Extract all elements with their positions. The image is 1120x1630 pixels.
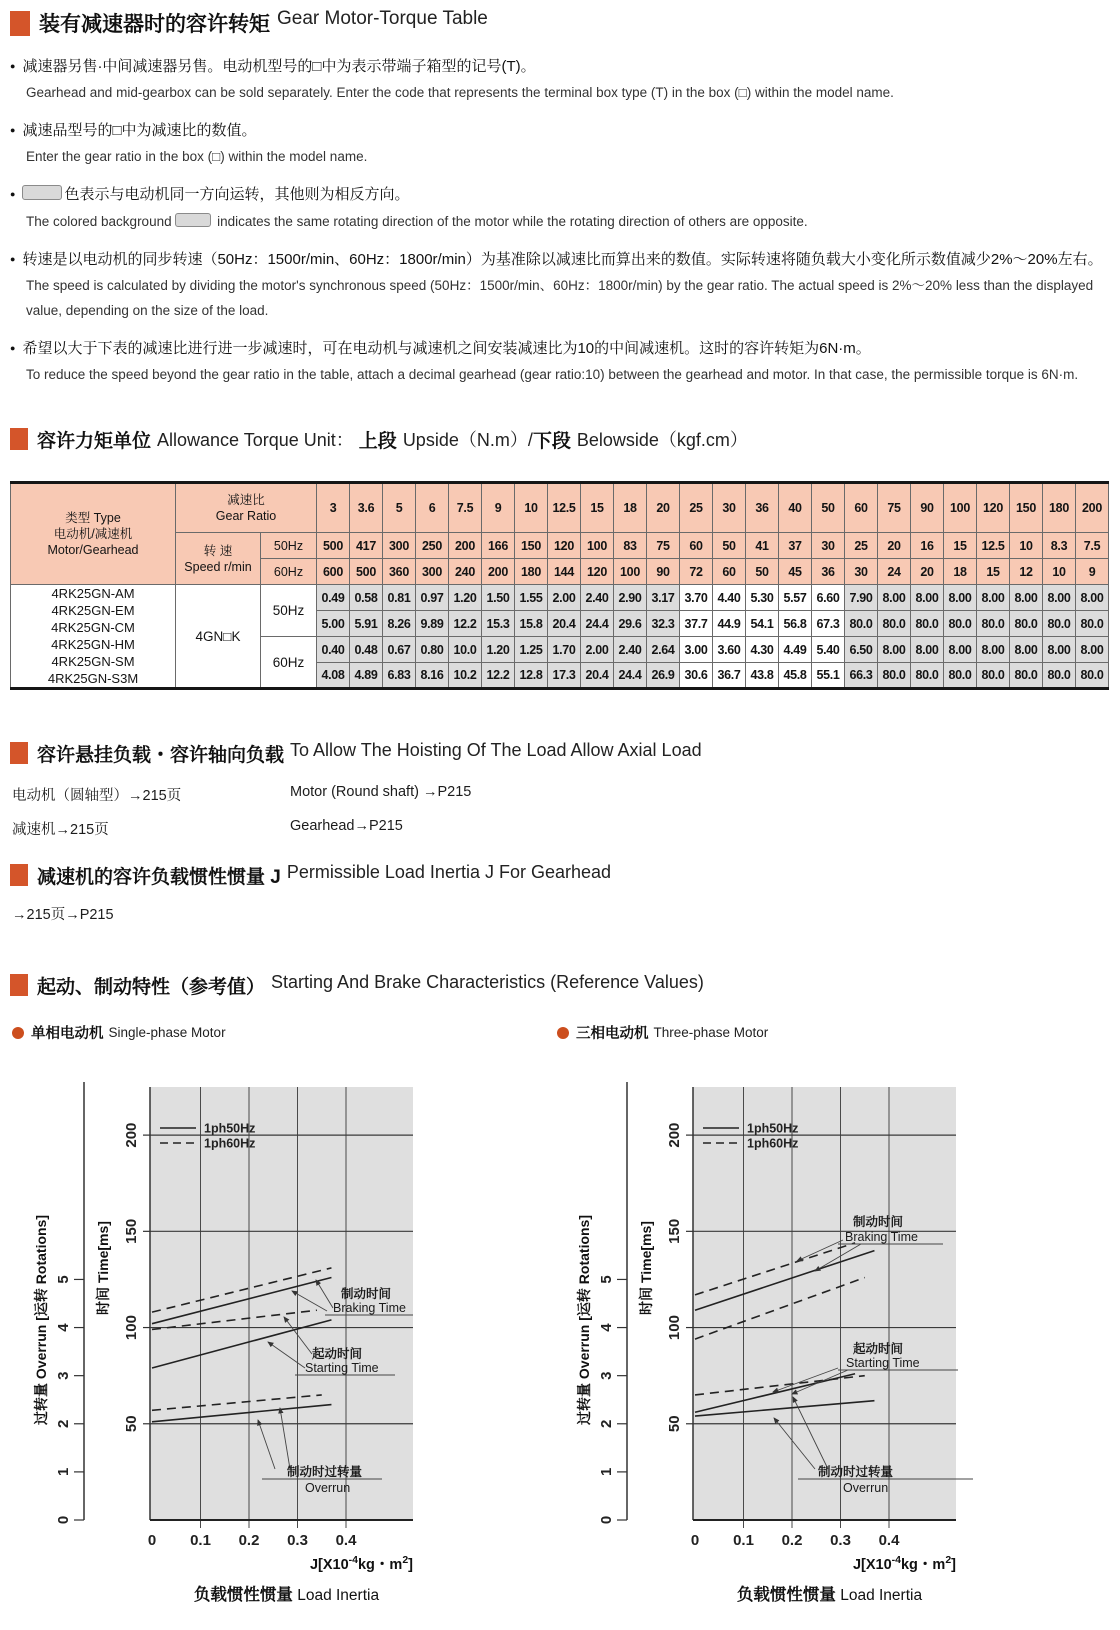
torque-value-cell: 1.25 <box>515 637 548 663</box>
torque-value-cell: 0.80 <box>416 637 449 663</box>
torque-value-cell: 3.17 <box>647 585 680 611</box>
note-en: The colored background <box>26 213 176 229</box>
ratio-header-cell: 5 <box>383 483 416 533</box>
speed60-cell: 18 <box>944 559 977 585</box>
chart-caption: 负载惯性惯量 Load Inertia <box>193 1586 380 1604</box>
speed50-cell: 8.3 <box>1043 533 1076 559</box>
torque-value-cell: 4.30 <box>746 637 779 663</box>
speed60-cell: 10 <box>1043 559 1076 585</box>
torque-value-cell: 2.90 <box>614 585 647 611</box>
note-en: Gearhead and mid-gearbox can be sold separately. Enter the code that represents the terminal box type (T) in the box (□) within the model name. <box>26 85 894 101</box>
torque-value-cell: 80.0 <box>944 663 977 689</box>
time-axis-title: 时间 Time[ms] <box>638 1221 654 1315</box>
annotation-en: Starting Time <box>846 1356 920 1370</box>
torque-value-cell: 8.00 <box>1010 585 1043 611</box>
torque-value-cell: 4.49 <box>779 637 812 663</box>
torque-value-cell: 7.90 <box>845 585 878 611</box>
hz50-header-cell: 50Hz <box>261 533 317 559</box>
ratio-header-cell: 120 <box>977 483 1010 533</box>
note-item <box>10 180 1112 234</box>
annotation-zh: 起动时间 <box>312 1347 363 1361</box>
torque-value-cell: 80.0 <box>1010 611 1043 637</box>
note-item <box>10 334 1112 388</box>
x-tick-label: 0.3 <box>830 1532 851 1549</box>
speed50-cell: 41 <box>746 533 779 559</box>
note-zh: 减速器另售·中间减速器另售。电动机型号的□中为表示带端子箱型的记号(T)。 <box>22 58 536 75</box>
torque-value-cell: 4.89 <box>350 663 383 689</box>
three-phase-chart <box>543 1040 1103 1630</box>
speed50-cell: 166 <box>482 533 515 559</box>
torque-value-cell: 80.0 <box>977 663 1010 689</box>
hz60-row-cell: 60Hz <box>261 637 317 689</box>
torque-value-cell: 67.3 <box>812 611 845 637</box>
heading-zh: 装有减速器时的容许转矩 <box>39 13 270 36</box>
bullet-icon: ● <box>10 342 16 353</box>
ratio-header-cell: 75 <box>878 483 911 533</box>
x-tick-label: 0.4 <box>335 1532 357 1549</box>
torque-value-cell: 80.0 <box>845 611 878 637</box>
note-item <box>10 245 1112 324</box>
gear-motor-torque-heading <box>10 8 488 38</box>
time-tick-label: 200 <box>122 1122 140 1148</box>
note-zh: 减速品型号的□中为减速比的数值。 <box>22 122 257 140</box>
speed60-cell: 300 <box>416 559 449 585</box>
time-tick-label: 50 <box>665 1415 683 1433</box>
torque-value-cell: 0.40 <box>317 637 350 663</box>
annotation-en: Overrun <box>305 1481 351 1495</box>
ratio-header-cell: 9 <box>482 483 515 533</box>
torque-value-cell: 2.40 <box>614 637 647 663</box>
torque-value-cell: 2.40 <box>581 585 614 611</box>
speed60-cell: 600 <box>317 559 350 585</box>
overrun-tick-label: 3 <box>54 1371 72 1380</box>
torque-value-cell: 1.55 <box>515 585 548 611</box>
same-direction-swatch <box>22 185 62 200</box>
torque-value-cell: 8.00 <box>977 637 1010 663</box>
ratio-header-cell: 60 <box>845 483 878 533</box>
orange-dot-icon <box>12 1027 24 1039</box>
torque-value-cell: 80.0 <box>1076 611 1109 637</box>
speed60-cell: 15 <box>977 559 1010 585</box>
torque-value-cell: 44.9 <box>713 611 746 637</box>
speed50-cell: 15 <box>944 533 977 559</box>
ratio-header-cell: 18 <box>614 483 647 533</box>
overrun-tick-label: 3 <box>597 1371 615 1380</box>
chart-title-zh: 单相电动机 <box>31 1026 104 1042</box>
ratio-header-cell: 150 <box>1010 483 1043 533</box>
torque-value-cell: 6.83 <box>383 663 416 689</box>
speed60-cell: 360 <box>383 559 416 585</box>
torque-value-cell: 4.08 <box>317 663 350 689</box>
speed60-cell: 90 <box>647 559 680 585</box>
plot-area <box>693 1087 956 1520</box>
ratio-header-cell: 36 <box>746 483 779 533</box>
speed50-cell: 250 <box>416 533 449 559</box>
note-zh: 色表示与电动机同一方向运转，其他则为相反方向。 <box>64 186 410 204</box>
ratio-header-cell: 90 <box>911 483 944 533</box>
speed60-cell: 12 <box>1010 559 1043 585</box>
ratio-header-cell: 40 <box>779 483 812 533</box>
heading-en-upside: Upside（N.m）/ <box>402 430 533 450</box>
ratio-header-cell: 50 <box>812 483 845 533</box>
torque-value-cell: 80.0 <box>1043 611 1076 637</box>
heading-en: Allowance Torque Unit： <box>157 430 354 450</box>
torque-value-cell: 6.50 <box>845 637 878 663</box>
section-marker <box>10 11 30 36</box>
ratio-header-cell: 15 <box>581 483 614 533</box>
single-phase-chart <box>0 1040 560 1630</box>
torque-value-cell: 80.0 <box>878 663 911 689</box>
torque-value-cell: 1.20 <box>449 585 482 611</box>
overrun-tick-label: 4 <box>597 1323 615 1332</box>
overrun-tick-label: 0 <box>597 1515 615 1525</box>
speed50-cell: 83 <box>614 533 647 559</box>
bullet-icon: ● <box>10 125 16 136</box>
ratio-header-cell: 6 <box>416 483 449 533</box>
speed50-cell: 75 <box>647 533 680 559</box>
x-tick-label: 0.2 <box>781 1532 803 1549</box>
overrun-tick-label: 2 <box>54 1419 72 1428</box>
speed60-cell: 9 <box>1076 559 1109 585</box>
speed60-cell: 60 <box>713 559 746 585</box>
speed60-cell: 180 <box>515 559 548 585</box>
notes-list <box>10 52 1112 398</box>
torque-value-cell: 2.00 <box>548 585 581 611</box>
heading-en: Starting And Brake Characteristics (Reference Values) <box>271 972 704 992</box>
section-marker <box>10 864 28 886</box>
torque-value-cell: 0.58 <box>350 585 383 611</box>
torque-value-cell: 8.00 <box>878 585 911 611</box>
motor-reference-row <box>12 784 912 805</box>
note-zh: 希望以大于下表的减速比进行进一步减速时，可在电动机与减速机之间安装减速比为10的中间减速机。这时的容许转矩为6N·m。 <box>22 339 871 357</box>
time-tick-label: 150 <box>122 1218 140 1244</box>
torque-value-cell: 37.7 <box>680 611 713 637</box>
torque-value-cell: 8.00 <box>878 637 911 663</box>
heading-en: Permissible Load Inertia J For Gearhead <box>286 862 612 882</box>
speed50-cell: 25 <box>845 533 878 559</box>
load-inertia-heading <box>10 862 611 889</box>
allowance-torque-unit-heading <box>10 426 748 453</box>
starting-brake-heading <box>10 972 704 999</box>
torque-value-cell: 80.0 <box>878 611 911 637</box>
speed60-cell: 240 <box>449 559 482 585</box>
torque-value-cell: 0.97 <box>416 585 449 611</box>
speed50-cell: 60 <box>680 533 713 559</box>
bullet-icon: ● <box>10 253 16 264</box>
ratio-header-cell: 20 <box>647 483 680 533</box>
note-en: indicates the same rotating direction of the motor while the rotating direction of others are opposite. <box>213 213 808 229</box>
torque-value-cell: 6.60 <box>812 585 845 611</box>
torque-value-cell: 29.6 <box>614 611 647 637</box>
torque-value-cell: 55.1 <box>812 663 845 689</box>
torque-value-cell: 8.00 <box>1043 637 1076 663</box>
chart-title-en: Single-phase Motor <box>108 1025 226 1040</box>
speed60-cell: 20 <box>911 559 944 585</box>
ratio-header-cell: 180 <box>1043 483 1076 533</box>
torque-value-cell: 5.40 <box>812 637 845 663</box>
ratio-header-cell: 200 <box>1076 483 1109 533</box>
speed60-cell: 100 <box>614 559 647 585</box>
chart-title-en: Three-phase Motor <box>653 1025 769 1040</box>
x-tick-label: 0 <box>147 1532 157 1549</box>
note-en: Enter the gear ratio in the box (□) within the model name. <box>26 149 368 165</box>
torque-value-cell: 32.3 <box>647 611 680 637</box>
torque-value-cell: 36.7 <box>713 663 746 689</box>
model-list-cell: 4RK25GN-AM 4RK25GN-EM 4RK25GN-CM 4RK25GN-HM 4RK25GN-SM 4RK25GN-S3M <box>11 585 176 689</box>
torque-value-cell: 1.50 <box>482 585 515 611</box>
heading-zh: 减速机的容许负载惯性惯量 J <box>37 867 281 888</box>
torque-value-cell: 0.81 <box>383 585 416 611</box>
torque-value-cell: 5.91 <box>350 611 383 637</box>
section-marker <box>10 974 28 996</box>
bullet-icon: ● <box>10 61 16 71</box>
reference-zh: 电动机（圆轴型）→215页 <box>12 788 182 804</box>
speed50-cell: 200 <box>449 533 482 559</box>
torque-value-cell: 8.00 <box>1010 637 1043 663</box>
overrun-tick-label: 2 <box>597 1419 615 1428</box>
section-marker <box>10 428 28 450</box>
hz50-row-cell: 50Hz <box>261 585 317 637</box>
torque-value-cell: 5.00 <box>317 611 350 637</box>
speed-header-cell: 转 速 Speed r/min <box>176 533 261 585</box>
x-tick-label: 0 <box>690 1532 700 1549</box>
heading-zh-belowside: 下段 <box>532 431 571 452</box>
speed50-cell: 16 <box>911 533 944 559</box>
time-tick-label: 100 <box>122 1315 140 1341</box>
note-zh: 转速是以电动机的同步转速（50Hz：1500r/min、60Hz：1800r/min）为基准除以减速比而算出来的数值。实际转速将随负载大小变化所示数值减少2%～20%左右。 <box>22 250 1103 268</box>
annotation-zh: 制动时过转量 <box>818 1465 894 1479</box>
torque-value-cell: 1.70 <box>548 637 581 663</box>
note-item <box>10 52 1112 106</box>
torque-value-cell: 10.0 <box>449 637 482 663</box>
note-en: To reduce the speed beyond the gear ratio in the table, attach a decimal gearhead (gear ratio:10) between the gearhead and motor. In that case, the permissible torque is 6N·m. <box>26 367 1079 383</box>
gearhead-reference-row <box>12 818 912 839</box>
torque-value-cell: 0.67 <box>383 637 416 663</box>
speed50-cell: 500 <box>317 533 350 559</box>
overrun-tick-label: 4 <box>54 1323 72 1332</box>
legend-label: 1ph60Hz <box>747 1136 799 1151</box>
overrun-axis-title: 过转量 Overrun [运转 Rotations] <box>576 1214 592 1426</box>
speed50-cell: 120 <box>548 533 581 559</box>
speed50-cell: 150 <box>515 533 548 559</box>
torque-value-cell: 10.2 <box>449 663 482 689</box>
torque-value-cell: 2.00 <box>581 637 614 663</box>
torque-value-cell: 12.2 <box>449 611 482 637</box>
torque-value-cell: 8.00 <box>1076 585 1109 611</box>
speed60-cell: 24 <box>878 559 911 585</box>
torque-value-cell: 2.64 <box>647 637 680 663</box>
heading-en: Gear Motor-Torque Table <box>277 8 488 29</box>
torque-value-cell: 80.0 <box>1076 663 1109 689</box>
torque-table <box>10 481 1109 690</box>
annotation-en: Starting Time <box>305 1361 379 1375</box>
chart-caption: 负载惯性惯量 Load Inertia <box>736 1586 923 1604</box>
speed50-cell: 100 <box>581 533 614 559</box>
torque-value-cell: 0.49 <box>317 585 350 611</box>
torque-value-cell: 3.00 <box>680 637 713 663</box>
time-axis-title: 时间 Time[ms] <box>95 1221 111 1315</box>
ratio-header-cell: 3 <box>317 483 350 533</box>
torque-value-cell: 8.26 <box>383 611 416 637</box>
speed60-cell: 45 <box>779 559 812 585</box>
heading-zh: 起动、制动特性（参考值） <box>37 977 266 998</box>
ratio-header-cell: 10 <box>515 483 548 533</box>
reference-en: Motor (Round shaft) →P215 <box>290 784 472 800</box>
annotation-en: Overrun <box>843 1481 889 1495</box>
ratio-header-cell: 100 <box>944 483 977 533</box>
heading-zh: 容许力矩单位 <box>37 431 152 452</box>
torque-value-cell: 24.4 <box>581 611 614 637</box>
hz60-header-cell: 60Hz <box>261 559 317 585</box>
speed50-cell: 300 <box>383 533 416 559</box>
speed60-cell: 500 <box>350 559 383 585</box>
torque-value-cell: 5.30 <box>746 585 779 611</box>
torque-value-cell: 20.4 <box>548 611 581 637</box>
x-axis-label: $J[X10^{-4}kg$・$m^2$] <box>309 1554 413 1573</box>
torque-value-cell: 80.0 <box>911 611 944 637</box>
torque-value-cell: 80.0 <box>1043 663 1076 689</box>
torque-value-cell: 24.4 <box>614 663 647 689</box>
torque-value-cell: 3.60 <box>713 637 746 663</box>
reference-en: Gearhead→P215 <box>290 818 403 834</box>
section-marker <box>10 742 28 764</box>
annotation-zh: 制动时过转量 <box>287 1465 363 1479</box>
torque-value-cell: 8.00 <box>911 637 944 663</box>
torque-value-cell: 9.89 <box>416 611 449 637</box>
torque-value-cell: 15.8 <box>515 611 548 637</box>
annotation-zh: 制动时间 <box>853 1215 904 1229</box>
torque-value-cell: 1.20 <box>482 637 515 663</box>
speed50-cell: 417 <box>350 533 383 559</box>
legend-label: 1ph50Hz <box>204 1121 256 1136</box>
ratio-header-cell: 30 <box>713 483 746 533</box>
torque-value-cell: 15.3 <box>482 611 515 637</box>
speed60-cell: 30 <box>845 559 878 585</box>
torque-value-cell: 12.2 <box>482 663 515 689</box>
heading-zh-upside: 上段 <box>358 431 397 452</box>
legend-label: 1ph60Hz <box>204 1136 256 1151</box>
x-tick-label: 0.1 <box>190 1532 211 1549</box>
note-en: The speed is calculated by dividing the motor's synchronous speed (50Hz：1500r/min、60Hz：1800r/min) by the gear ratio. The actual speed is 2%～20% less than the displayed value, depending on the size of the load. <box>26 277 1094 318</box>
speed60-cell: 120 <box>581 559 614 585</box>
time-tick-label: 150 <box>665 1218 683 1244</box>
torque-value-cell: 3.70 <box>680 585 713 611</box>
speed60-cell: 50 <box>746 559 779 585</box>
time-tick-label: 100 <box>665 1315 683 1341</box>
annotation-en: Braking Time <box>845 1230 918 1244</box>
torque-value-cell: 45.8 <box>779 663 812 689</box>
torque-value-cell: 8.00 <box>911 585 944 611</box>
torque-value-cell: 26.9 <box>647 663 680 689</box>
torque-value-cell: 20.4 <box>581 663 614 689</box>
x-axis-label: $J[X10^{-4}kg$・$m^2$] <box>852 1554 956 1573</box>
speed50-cell: 50 <box>713 533 746 559</box>
same-direction-swatch <box>175 213 211 227</box>
speed60-cell: 144 <box>548 559 581 585</box>
torque-value-cell: 80.0 <box>944 611 977 637</box>
torque-value-cell: 56.8 <box>779 611 812 637</box>
gearhead-model-cell: 4GN□K <box>176 585 261 689</box>
torque-value-cell: 8.16 <box>416 663 449 689</box>
heading-zh: 容许悬挂负载・容许轴向负载 <box>37 745 285 766</box>
annotation-zh: 起动时间 <box>853 1342 904 1356</box>
torque-value-cell: 0.48 <box>350 637 383 663</box>
x-tick-label: 0.2 <box>238 1532 260 1549</box>
orange-dot-icon <box>557 1027 569 1039</box>
torque-value-cell: 66.3 <box>845 663 878 689</box>
hoisting-links <box>12 784 912 852</box>
speed50-cell: 12.5 <box>977 533 1010 559</box>
x-tick-label: 0.3 <box>287 1532 308 1549</box>
speed60-cell: 72 <box>680 559 713 585</box>
torque-value-cell: 8.00 <box>977 585 1010 611</box>
speed50-cell: 10 <box>1010 533 1043 559</box>
torque-value-cell: 12.8 <box>515 663 548 689</box>
ratio-header-cell: 12.5 <box>548 483 581 533</box>
torque-value-cell: 30.6 <box>680 663 713 689</box>
gear-ratio-header-cell: 减速比 Gear Ratio <box>176 483 317 533</box>
torque-value-cell: 8.00 <box>1043 585 1076 611</box>
overrun-tick-label: 5 <box>54 1275 72 1284</box>
ratio-header-cell: 25 <box>680 483 713 533</box>
torque-value-cell: 80.0 <box>911 663 944 689</box>
torque-value-cell: 17.3 <box>548 663 581 689</box>
time-tick-label: 200 <box>665 1122 683 1148</box>
torque-value-cell: 54.1 <box>746 611 779 637</box>
note-item <box>10 116 1112 170</box>
legend-label: 1ph50Hz <box>747 1121 799 1136</box>
inertia-reference: →215页→P215 <box>12 907 114 923</box>
torque-value-cell: 80.0 <box>977 611 1010 637</box>
torque-value-cell: 80.0 <box>1010 663 1043 689</box>
heading-en: To Allow The Hoisting Of The Load Allow Axial Load <box>290 740 702 760</box>
torque-value-cell: 8.00 <box>944 637 977 663</box>
speed50-cell: 37 <box>779 533 812 559</box>
time-tick-label: 50 <box>122 1415 140 1433</box>
torque-value-cell: 43.8 <box>746 663 779 689</box>
x-tick-label: 0.4 <box>878 1532 900 1549</box>
speed60-cell: 36 <box>812 559 845 585</box>
speed50-cell: 20 <box>878 533 911 559</box>
speed50-cell: 7.5 <box>1076 533 1109 559</box>
overrun-tick-label: 1 <box>54 1467 72 1477</box>
type-header-cell: 类型 Type 电动机/减速机 Motor/Gearhead <box>11 483 176 585</box>
x-tick-label: 0.1 <box>733 1532 754 1549</box>
torque-value-cell: 4.40 <box>713 585 746 611</box>
torque-value-cell: 8.00 <box>944 585 977 611</box>
torque-value-cell: 8.00 <box>1076 637 1109 663</box>
ratio-header-cell: 3.6 <box>350 483 383 533</box>
overrun-tick-label: 1 <box>597 1467 615 1477</box>
torque-value-cell: 5.57 <box>779 585 812 611</box>
overrun-tick-label: 0 <box>54 1515 72 1525</box>
reference-zh: 减速机→215页 <box>12 822 109 838</box>
annotation-zh: 制动时间 <box>341 1287 392 1301</box>
speed60-cell: 200 <box>482 559 515 585</box>
ratio-header-cell: 7.5 <box>449 483 482 533</box>
bullet-icon: ● <box>10 189 16 200</box>
annotation-en: Braking Time <box>333 1301 406 1315</box>
overrun-axis-title: 过转量 Overrun [运转 Rotations] <box>33 1214 49 1426</box>
chart-title-zh: 三相电动机 <box>576 1026 649 1042</box>
speed50-cell: 30 <box>812 533 845 559</box>
overrun-tick-label: 5 <box>597 1275 615 1284</box>
heading-en-belowside: Belowside（kgf.cm） <box>576 430 748 450</box>
hoisting-load-heading <box>10 740 702 767</box>
